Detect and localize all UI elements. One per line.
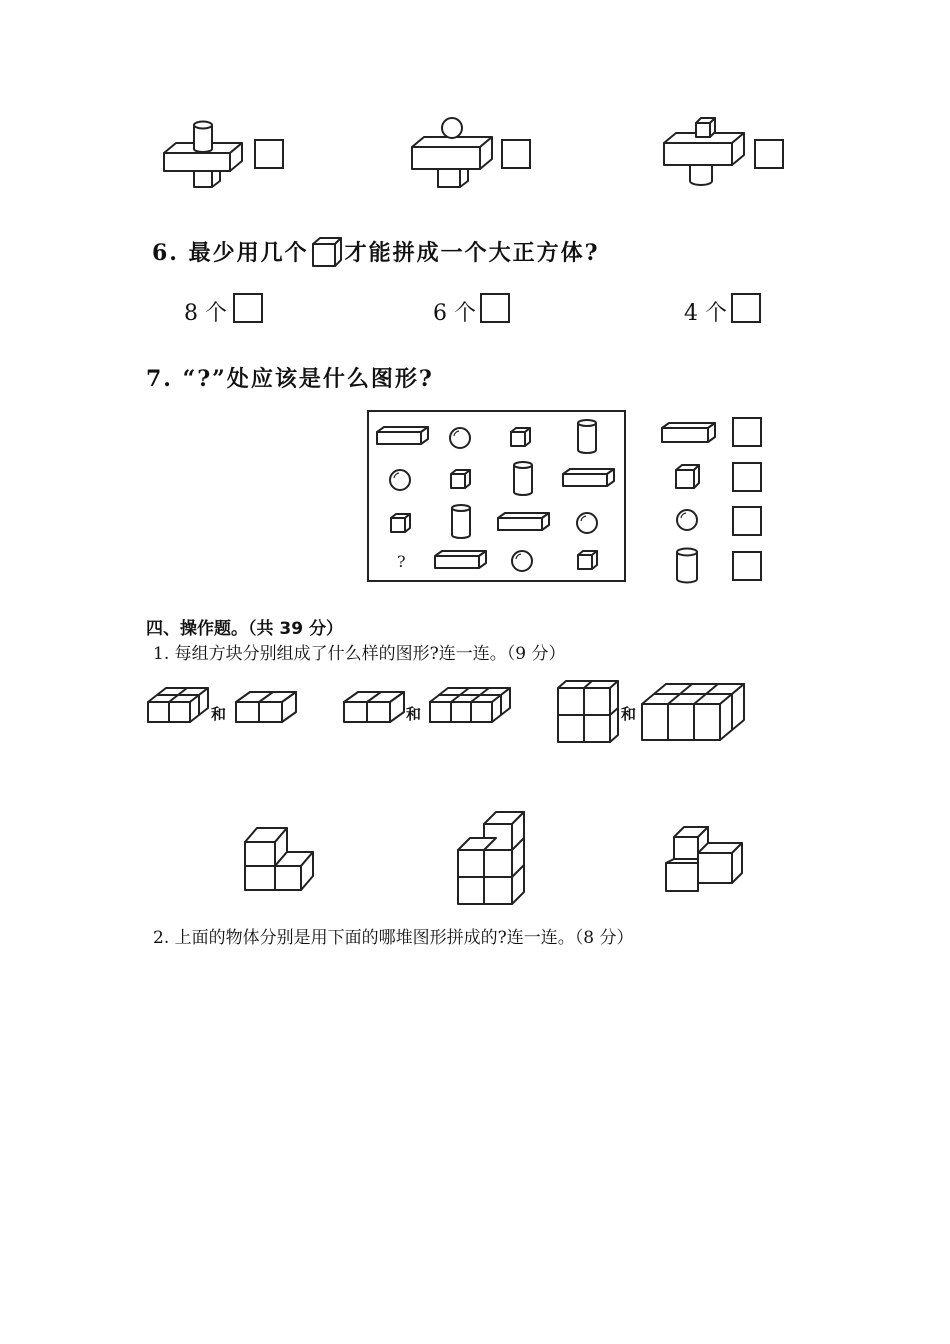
q6-title-post: 才能拼成一个大正方体? bbox=[344, 240, 600, 266]
q1-figure-step bbox=[664, 823, 744, 898]
grid-cuboid-r2c4 bbox=[563, 469, 614, 486]
q6-option-3-label: 4 个 bbox=[684, 301, 727, 326]
q1-connector-2: 和 bbox=[406, 705, 422, 723]
small-cube-icon bbox=[311, 236, 343, 268]
q6-option-3 bbox=[684, 296, 727, 327]
grid-cuboid-r3c3 bbox=[498, 513, 549, 530]
grid-cube-r4c4 bbox=[578, 551, 597, 569]
section-4-q1: 1. 每组方块分别组成了什么样的图形?连一连。（9 分） bbox=[153, 644, 566, 664]
q7-answer-box-1[interactable] bbox=[732, 417, 762, 447]
q5-answer-box-3[interactable] bbox=[754, 139, 784, 169]
q7-answer-box-2[interactable] bbox=[732, 462, 762, 492]
q6-title bbox=[152, 236, 600, 270]
q7-answer-box-3[interactable] bbox=[732, 506, 762, 536]
q1-group-1-flat-1x2 bbox=[232, 684, 302, 736]
q1-connector-1: 和 bbox=[211, 705, 227, 723]
q7-choice-cube bbox=[674, 462, 704, 492]
q6-title-pre: 6. 最少用几个 bbox=[152, 240, 309, 266]
grid-cube-r1c3 bbox=[511, 428, 530, 446]
q6-answer-box-3[interactable] bbox=[731, 293, 761, 323]
q6-option-2 bbox=[433, 296, 476, 327]
q5-figure-2 bbox=[408, 115, 508, 195]
q1-group-2-flat-2x3 bbox=[428, 684, 518, 736]
grid-sphere-r4c3 bbox=[512, 551, 532, 571]
grid-sphere-r2c1 bbox=[390, 470, 410, 490]
q1-group-2-flat-1x2 bbox=[340, 684, 410, 736]
q6-option-1-label: 8 个 bbox=[184, 301, 227, 326]
q7-choice-sphere bbox=[674, 506, 704, 536]
q7-choice-cuboid bbox=[660, 420, 720, 450]
grid-cube-r3c1 bbox=[391, 514, 410, 532]
section-4-q2: 2. 上面的物体分别是用下面的哪堆图形拼成的?连一连。（8 分） bbox=[153, 928, 634, 948]
grid-sphere-r1c2 bbox=[450, 428, 470, 448]
q1-group-3-wall-2x2 bbox=[556, 676, 626, 746]
q6-answer-box-1[interactable] bbox=[233, 293, 263, 323]
q7-answer-box-4[interactable] bbox=[732, 551, 762, 581]
q6-answer-box-2[interactable] bbox=[480, 293, 510, 323]
q6-option-2-label: 6 个 bbox=[433, 301, 476, 326]
grid-cuboid-r4c2 bbox=[435, 551, 486, 568]
grid-unknown-mark: ? bbox=[397, 552, 406, 571]
grid-cylinder-r3c2 bbox=[452, 505, 470, 538]
q5-answer-box-1[interactable] bbox=[254, 139, 284, 169]
q5-figure-1 bbox=[160, 115, 260, 195]
q5-figure-3 bbox=[660, 115, 760, 195]
section-4-title: 四、操作题。（共 39 分） bbox=[146, 619, 343, 639]
q6-option-1 bbox=[184, 296, 227, 327]
grid-cuboid-r1c1 bbox=[377, 427, 428, 444]
grid-cylinder-r2c3 bbox=[514, 462, 532, 495]
q1-figure-tower bbox=[456, 808, 536, 908]
grid-cube-r2c2 bbox=[451, 470, 470, 488]
q7-choice-cylinder bbox=[675, 547, 705, 587]
q7-title: 7. “?”处应该是什么图形? bbox=[146, 366, 434, 392]
grid-cylinder-r1c4 bbox=[578, 420, 596, 453]
q5-answer-box-2[interactable] bbox=[501, 139, 531, 169]
q1-figure-l-shape bbox=[243, 822, 323, 902]
q1-connector-3: 和 bbox=[621, 705, 637, 723]
q1-group-1-flat-2x2 bbox=[146, 684, 216, 736]
grid-sphere-r3c4 bbox=[577, 513, 597, 533]
q1-group-3-flat-2x3 bbox=[640, 680, 750, 742]
q7-grid-shapes bbox=[367, 410, 627, 585]
